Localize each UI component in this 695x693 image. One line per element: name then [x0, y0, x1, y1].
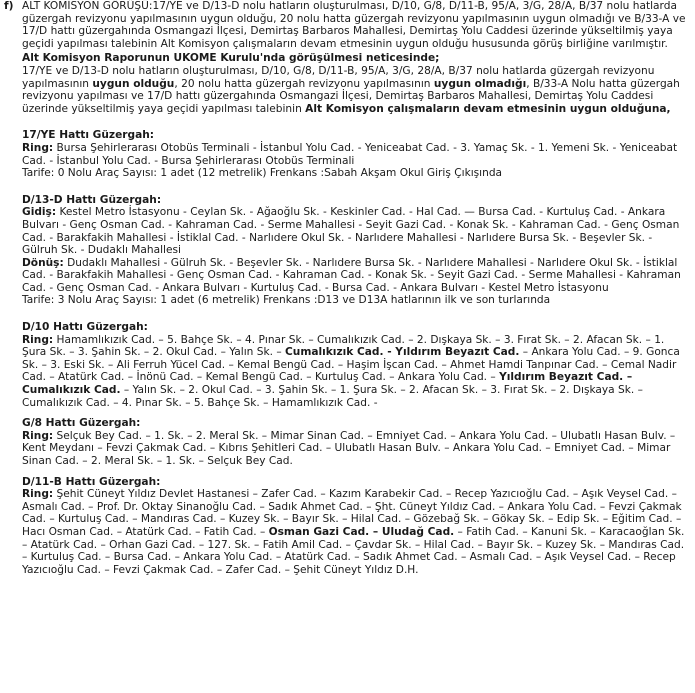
report-heading: Alt Komisyon Raporunun UKOME Kurulu'nda görüşülmesi neticesinde; [22, 52, 440, 65]
ring-text-2: – Fatih Cad. – Kanuni Sk. – Karacaoğlan Sk. – Atatürk Cad. – Orhan Gazi Cad. – 127. Sk. – Fatih Amil Cad. – Çavdar Sk. – Hilal Cad. – Bayır Sk. – Kuzey Sk. – Mandıras Cad. – Kurtuluş Cad. – Bursa Cad. – Ankara Yolu Cad. – Atatürk Cad. – Sadık Ahmet Cad. – Asmalı Cad. – Aşık Veysel Cad. – Recep Yazıcıoğlu Cad. – Fevzi Çakmak Cad. – Zafer Cad. – Şehit Cüneyt Yıldız D.H. [22, 525, 685, 576]
decision-rejected: uygun olmadığı [433, 77, 527, 90]
route-g8-heading: G/8 Hattı Güzergah: [22, 417, 141, 430]
ring-bold-2: Yıldırım Beyazıt Cad. – Cumalıkızık Cad. [22, 371, 633, 397]
report-decision [22, 65, 691, 115]
route-d13d-tariff: Tarife: 3 Nolu Araç Sayısı: 1 adet (6 metrelik) Frenkans :D13 ve D13A hatlarının ilk ve son turlarında [22, 294, 551, 307]
outbound-label: Gidiş: [22, 206, 57, 219]
ring-text: Selçuk Bey Cad. – 1. Sk. – 2. Meral Sk. – Mimar Sinan Cad. – Emniyet Cad. – Ankara Yolu Cad. – Ulubatlı Hasan Bulv. – Kent Meydanı – Fevzi Çakmak Cad. – Kıbrıs Şehitleri Cad. – Ulubatlı Hasan Bulv. – Ankara Yolu Cad. – Emniyet Cad. – Mimar Sinan Cad. – 2. Meral Sk. – 1. Sk. – Selçuk Bey Cad. [22, 429, 676, 467]
route-d13d-heading: D/13-D Hattı Güzergah: [22, 193, 162, 206]
decision-text-3: , B/33-A Nolu hatta güzergah revizyonu yapılması ve 17/D hattı güzergahında Osmangazi İlçesi, Demirtaş Barbaros Mahallesi, Demirtaş Yolu Caddesi üzerinde yükseltilmiş yaya geçidi yapılması talebinin [22, 77, 680, 115]
route-17ye-heading: 17/YE Hattı Güzergah: [22, 129, 154, 142]
decision-approved: uygun olduğu [92, 77, 175, 90]
route-d11b-ring [22, 488, 691, 576]
ring-text-1: Şehit Cüneyt Yıldız Devlet Hastanesi – Zafer Cad. – Kazım Karabekir Cad. – Recep Yazıcıoğlu Cad. – Aşık Veysel Cad. – Asmalı Cad. – Prof. Dr. Oktay Sinanoğlu Cad. – Sadık Ahmet Cad. – Şht. Cüneyt Yıldız Cad. – Ankara Yolu Cad. – Fevzi Çakmak Cad. – Kurtuluş Cad. – Mandıras Cad. – Kuzey Sk. – Bayır Sk. – Hilal Cad. – Gözebağ Sk. – Gökay Sk. – Edip Sk. – Eğitim Cad. – Hacı Osman Cad. – Atatürk Cad. – Fatih Cad. – [22, 488, 682, 538]
decision-continue: Alt Komisyon çalışmaların devam etmesinin uygun olduğuna, [305, 102, 671, 115]
route-d10-ring [22, 334, 691, 410]
ring-text-1: Hamamlıkızık Cad. – 5. Bahçe Sk. – 4. Pınar Sk. – Cumalıkızık Cad. – 2. Dışkaya Sk. – 3. Fırat Sk. – 2. Afacan Sk. – 1. Şura Sk. – 3. Şahin Sk. – 2. Okul Cad. – Yalın Sk. – [22, 333, 665, 359]
ring-label: Ring: [22, 333, 54, 346]
ring-label: Ring: [22, 429, 54, 442]
route-d10-heading: D/10 Hattı Güzergah: [22, 321, 148, 334]
decision-text-2: , 20 nolu hatta güzergah revizyonu yapılmasının [174, 77, 434, 90]
subcommittee-opinion: ALT KOMİSYON GÖRÜŞÜ:17/YE ve D/13-D nolu hatların oluşturulması, D/10, G/8, D/11-B, 95/A, 3/G, 28/A, B/37 nolu hatlarda güzergah revizyonu yapılmasının uygun olduğu, 20 nolu hatta güzergah revizyonu yapılmasının uygun olmadığı ve B/33-A ve 17/D hattı güzergahında Osmangazi İlçesi, Demirtaş Barbaros Mahallesi, Demirtaş Yolu Caddesi üzerinde yükseltilmiş yaya geçidi yapılması talebinin Alt Komisyon çalışmaların devam etmesinin uygun olduğu hususunda görüş birliğine varılmıştır. [22, 0, 686, 50]
route-d13d-outbound [22, 206, 691, 256]
ring-text-3: – Yalın Sk. – 2. Okul Cad. – 3. Şahin Sk. – 1. Şura Sk. – 2. Afacan Sk. – 3. Fırat Sk. – 2. Dışkaya Sk. – Cumalıkızık Cad. – 4. Pınar Sk. – 5. Bahçe Sk. – Hamamlıkızık Cad. - [22, 384, 643, 409]
ring-label: Ring: [22, 141, 54, 154]
ring-bold-1: Osman Gazi Cad. – Uludağ Cad. [268, 525, 455, 538]
route-d11b-heading: D/11-B Hattı Güzergah: [22, 475, 161, 488]
ring-label: Ring: [22, 488, 54, 501]
route-d13d-return [22, 257, 691, 295]
ring-text: Bursa Şehirlerarası Otobüs Terminali - İstanbul Yolu Cad. - Yeniceabat Cad. - 3. Yamaç Sk. - 1. Yemeni Sk. - Yeniceabat Cad. - İstanbul Yolu Cad. - Bursa Şehirlerarası Otobüs Terminali [22, 141, 678, 167]
return-text: Dudaklı Mahallesi - Gülruh Sk. - Beşevler Sk. - Narlıdere Bursa Sk. - Narlıdere Mahallesi - Narlıdere Okul Sk. - İstiklal Cad. - Barakfakih Mahallesi - Genç Osman Cad. - Kahraman Cad. - Konak Sk. - Seyit Gazi Cad. - Serme Mahallesi - Kahraman Cad. - Genç Osman Cad. - Ankara Bulvarı - Kurtuluş Cad. - Bursa Cad. - Ankara Bulvarı - Kestel Metro İstasyonu [22, 256, 681, 294]
route-17ye-tariff: Tarife: 0 Nolu Araç Sayısı: 1 adet (12 metrelik) Frenkans :Sabah Akşam Okul Giriş Çıkışında [22, 167, 503, 180]
ring-text-2: – Ankara Yolu Cad. – 9. Gonca Sk. – 3. Eski Sk. – Ali Ferruh Yücel Cad. – Kemal Bengü Cad. – Haşim İşcan Cad. – Ahmet Hamdi Tanpınar Cad. – Cemal Nadir Cad. – Atatürk Cad. – İnönü Cad. – Kemal Bengü Cad. – Kurtuluş Cad. – Ankara Yolu Cad. – [22, 346, 680, 384]
return-label: Dönüş: [22, 256, 64, 269]
item-marker: f) [4, 0, 14, 12]
outbound-text: Kestel Metro İstasyonu - Ceylan Sk. - Ağaoğlu Sk. - Keskinler Cad. - Hal Cad. — Bursa Cad. - Kurtuluş Cad. - Ankara Bulvarı - Genç Osman Cad. - Kahraman Cad. - Serme Mahallesi - Seyit Gazi Cad. - Konak Sk. - Kahraman Cad. - Genç Osman Cad. - Barakfakih Mahallesi - İstiklal Cad. - Narlıdere Okul Sk. - Narlıdere Mahallesi - Narlıdere Bursa Sk. - Beşevler Sk. - Gülruh Sk. - Dudaklı Mahallesi [22, 206, 680, 257]
route-g8-ring [22, 430, 691, 468]
route-17ye-ring [22, 142, 691, 167]
ring-bold-1: Cumalıkızık Cad. - Yıldırım Beyazıt Cad. [285, 346, 520, 359]
decision-text-1: 17/YE ve D/13-D nolu hatların oluşturulması, D/10, G/8, D/11-B, 95/A, 3/G, 28/A, B/37 nolu hatlarda güzergah revizyonu yapılmasının [22, 64, 655, 90]
